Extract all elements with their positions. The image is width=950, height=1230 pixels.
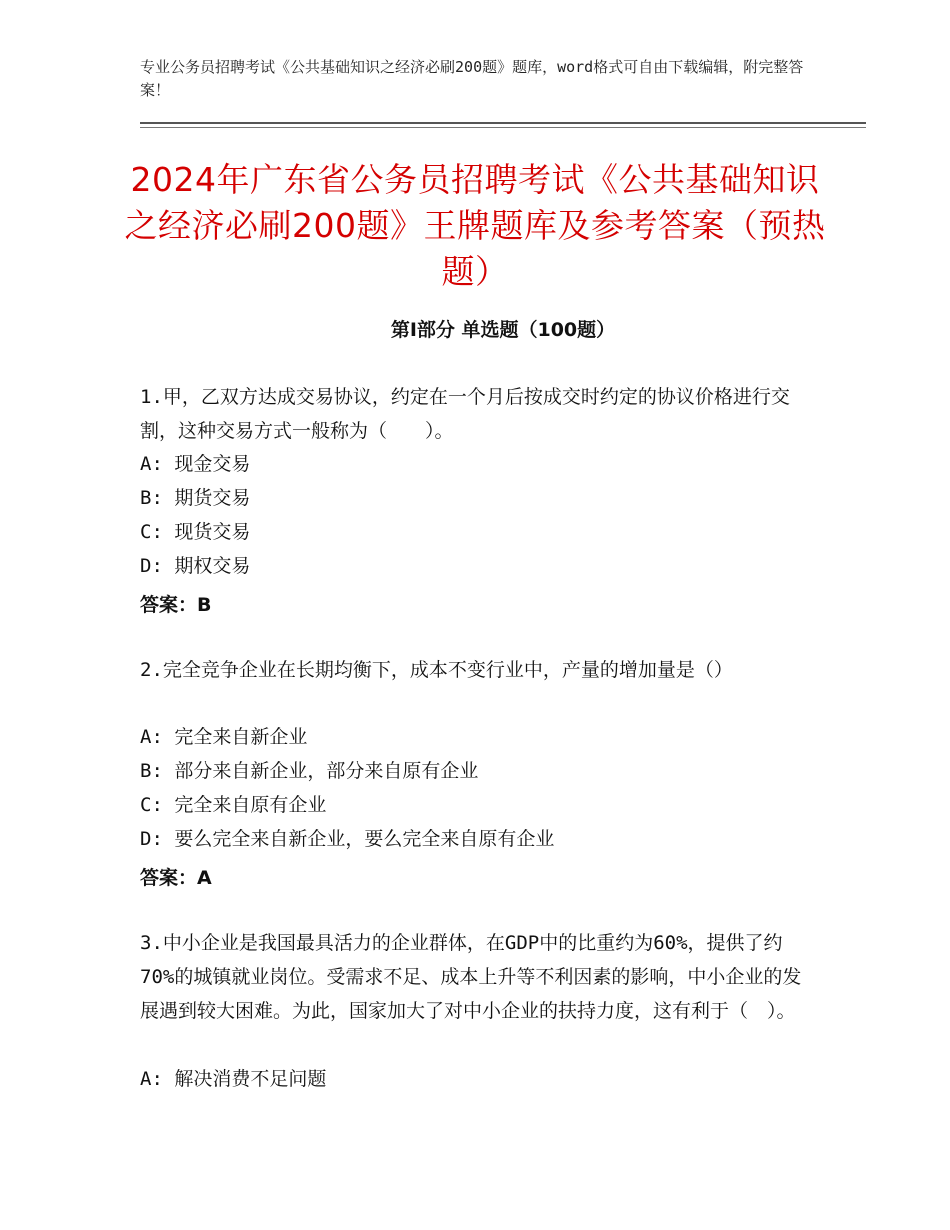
- document-title: 2024年广东省公务员招聘考试《公共基础知识之经济必刷200题》王牌题库及参考答案（预热题）: [124, 160, 826, 291]
- question-stem: 2.完全竞争企业在长期均衡下，成本不变行业中，产量的增加量是（）: [140, 659, 733, 681]
- question-stem: 1.甲，乙双方达成交易协议，约定在一个月后按成交时约定的协议价格进行交割，这种交易方式一般称为（ ）。: [140, 386, 790, 442]
- option-c: C: 现货交易: [140, 521, 251, 543]
- option-a: A: 完全来自新企业: [140, 726, 308, 748]
- header-note: 专业公务员招聘考试《公共基础知识之经济必刷200题》题库，word格式可自由下载编辑，附完整答案！: [140, 58, 804, 99]
- option-d: D: 期权交易: [140, 555, 251, 577]
- option-a: A: 现金交易: [140, 453, 251, 475]
- header-rule-thin: [140, 127, 866, 128]
- header-rule-thick: [140, 122, 866, 124]
- section-title: 第Ⅰ部分 单选题（100题）: [390, 319, 616, 341]
- option-c: C: 完全来自原有企业: [140, 794, 327, 816]
- option-d: D: 要么完全来自新企业，要么完全来自原有企业: [140, 828, 555, 850]
- option-a: A: 解决消费不足问题: [140, 1068, 327, 1090]
- option-b: B: 期货交易: [140, 487, 251, 509]
- answer-label: 答案：A: [140, 867, 212, 889]
- answer-label: 答案：B: [140, 594, 212, 616]
- question-stem: 3.中小企业是我国最具活力的企业群体，在GDP中的比重约为60%，提供了约70%的城镇就业岗位。受需求不足、成本上升等不利因素的影响，中小企业的发展遇到较大困难。为此，国家加大了对中小企业的扶持力度，这有利于（ ）。: [140, 932, 802, 1022]
- option-b: B: 部分来自新企业，部分来自原有企业: [140, 760, 479, 782]
